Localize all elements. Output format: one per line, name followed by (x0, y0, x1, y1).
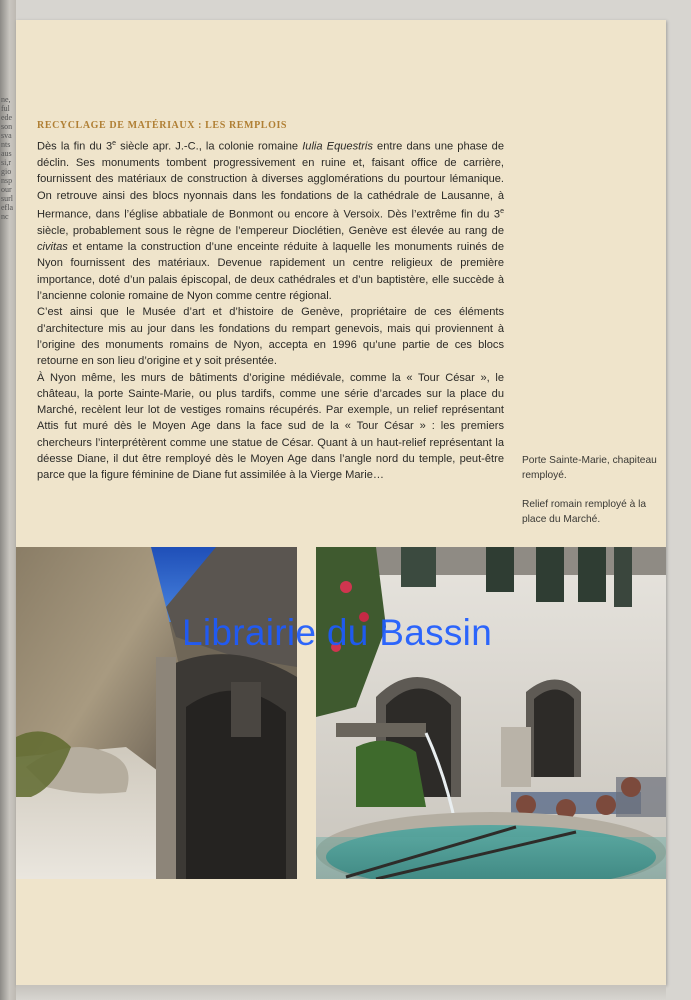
photo-porte-sainte-marie (16, 547, 297, 879)
italic-text: civitas (37, 241, 68, 254)
text-run: siècle, probablement sous le règne de l’empereur Dioclétien, Genève est élevée au rang de (37, 224, 504, 237)
caption-relief-romain: Relief romain remployé à la place du Marché. (522, 499, 647, 525)
text-run: siècle apr. J.-C., la colonie romaine (116, 140, 303, 153)
body-paragraph (37, 304, 504, 369)
caption-porte-sainte-marie: Porte Sainte-Marie, chapiteau remployé. (522, 455, 657, 481)
book-page (16, 20, 666, 985)
superscript-text: e (112, 140, 117, 147)
italic-text: Iulia Equestris (302, 140, 373, 153)
text-run: C’est ainsi que le Musée d’art et d’histoire de Genève, propriétaire de ces éléments d’architecture mis au jour dans les fondations du rempart genevois, mais qui proviennent à l’origine des monuments romains de Nyon, accepta en 1996 qu’une partie de ces blocs retourne en son lieu d’origine et y soit présentée. (37, 306, 504, 368)
photo-place-du-marche (316, 547, 666, 879)
section-heading: RECYCLAGE DE MATÉRIAUX : LES REMPLOIS (37, 120, 288, 131)
body-text (37, 136, 504, 484)
previous-page-edge-text: ne,fuledesonsvantsaussi,rgionspoursurleflanc (1, 95, 13, 221)
text-run: et entame la construction d’une enceinte réduite à laquelle les monuments ruinés de Nyon fournissent des matériaux. Devenue rapidement un centre religieux de première importance, doté d’un palais épiscopal, de deux cathédrales et d’un baptistère, elle succède à l’ancienne colonie romaine de Nyon comme centre régional. (37, 241, 504, 303)
superscript-text: e (500, 207, 504, 215)
body-paragraph (37, 136, 504, 304)
text-run: À Nyon même, les murs de bâtiments d’origine médiévale, comme la « Tour César », le château, la porte Sainte-Marie, ou plus tardifs, comme une série d’arcades sur la place du Marché, recèlent leur lot de vestiges romains récupérés. Par exemple, un relief représentant Attis fut muré dès le Moyen Age dans la face sud de la « Tour César » : les premiers chercheurs l’interprétèrent comme une statue de César. Quant à un haut-relief représentant la déesse Diane, il dut être remployé dès le Moyen Age dans l’angle nord du temple, peut-être parce que la figure féminine de Diane fut assimilée à la Vierge Marie… (37, 371, 504, 482)
text-run: entre dans une phase de déclin. Ses monuments tombent progressivement en ruine et, faisant office de carrière, fournissent des matériaux de construction à diverses agglomérations du pourtour lémanique. On retrouve ainsi des blocs nyonnais dans les fondations de la cathédrale de Lausanne, à Hermance, dans l’église abbatiale de Bonmont ou encore à Versoix. Dès l’extrême fin du 3 (37, 140, 504, 221)
page-bottom-shadow (16, 985, 666, 1000)
text-run: Dès la fin du 3 (37, 140, 113, 153)
watermark-librairie-du-bassin: Librairie du Bassin (182, 612, 493, 653)
body-paragraph (37, 370, 504, 484)
previous-page-edge (0, 0, 16, 1000)
